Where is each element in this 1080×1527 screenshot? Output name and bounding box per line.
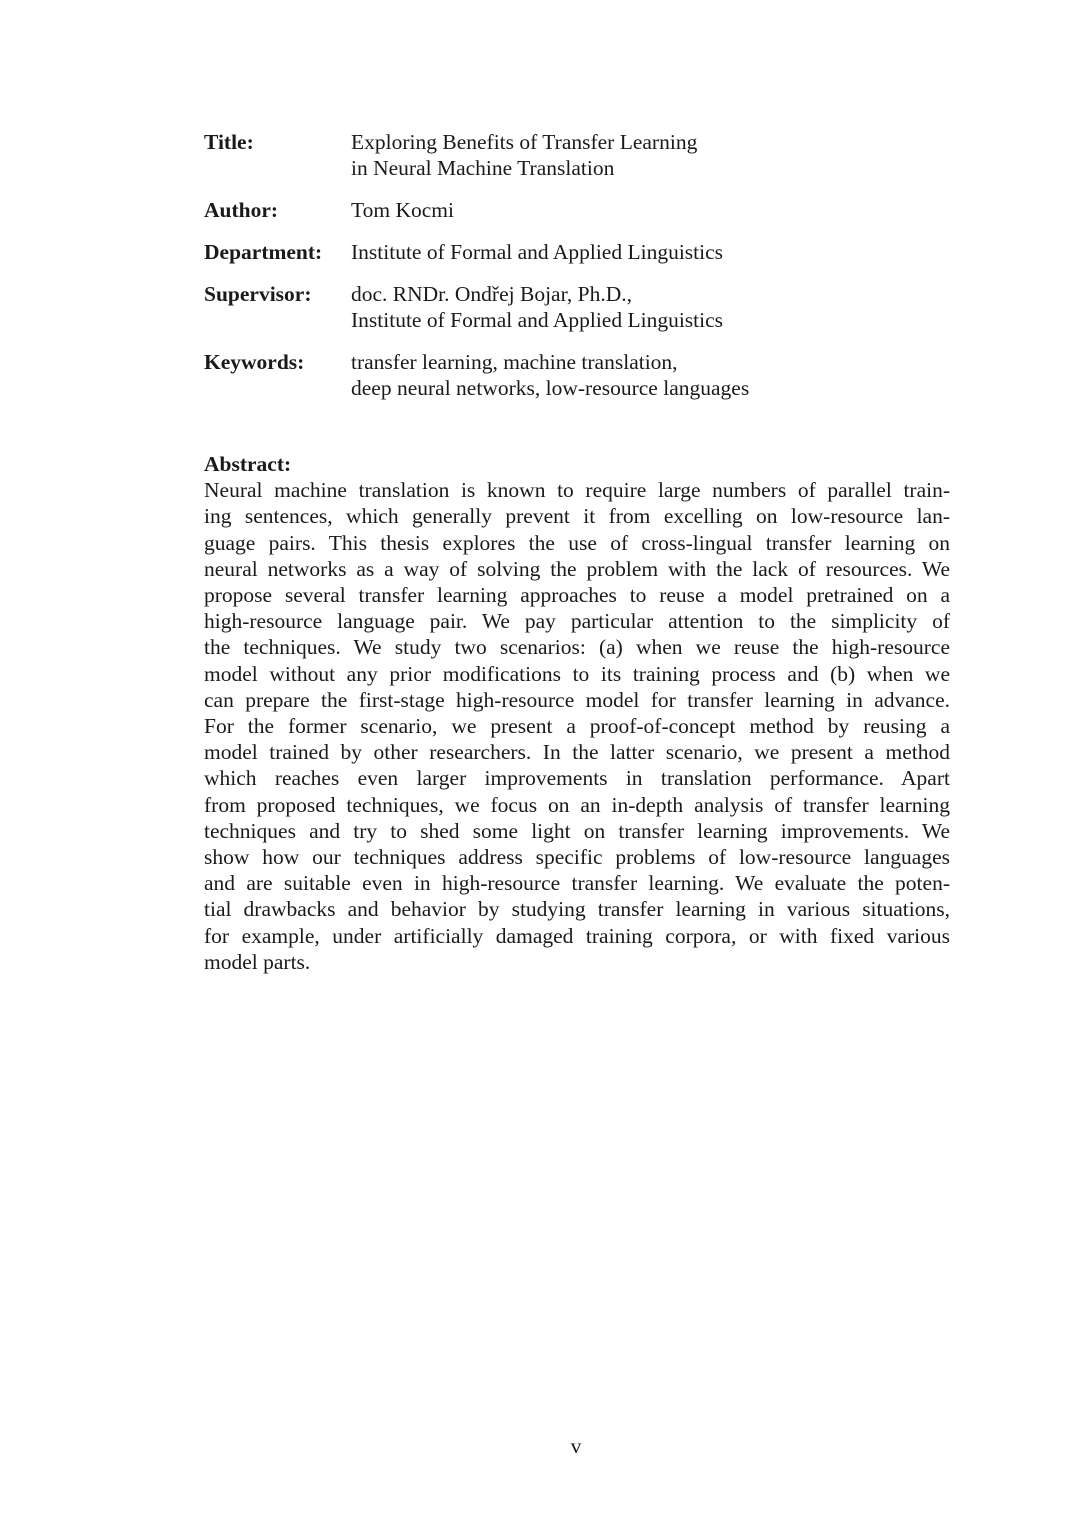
abstract-line: for example, under artificially damaged training corpora, or with fixed various <box>204 923 950 948</box>
abstract-body <box>204 477 950 975</box>
page-number: v <box>570 1434 582 1458</box>
abstract-line: the techniques. We study two scenarios: (a) when we reuse the high-resource <box>204 635 950 660</box>
supervisor-line: doc. RNDr. Ondřej Bojar, Ph.D., <box>351 282 633 306</box>
department-value <box>351 239 723 265</box>
title-line: Exploring Benefits of Transfer Learning <box>351 130 698 154</box>
department-label: Department: <box>204 240 323 264</box>
abstract-line: model parts. <box>204 949 311 974</box>
title-value <box>351 129 697 181</box>
abstract-line: and are suitable even in high-resource transfer learning. We evaluate the poten- <box>204 871 950 896</box>
abstract-line: which reaches even larger improvements in translation performance. Apart <box>204 766 950 791</box>
abstract-line: high-resource language pair. We pay particular attention to the simplicity of <box>204 609 950 634</box>
abstract-line: model without any prior modifications to its training process and (b) when we <box>204 661 950 686</box>
abstract-line: guage pairs. This thesis explores the use of cross-lingual transfer learning on <box>204 530 950 555</box>
title-row <box>204 129 964 181</box>
supervisor-line: Institute of Formal and Applied Linguistics <box>351 308 724 332</box>
abstract <box>204 451 950 975</box>
abstract-line: tial drawbacks and behavior by studying transfer learning in various situations, <box>204 897 950 922</box>
abstract-line: neural networks as a way of solving the problem with the lack of resources. We <box>204 556 950 581</box>
abstract-line: techniques and try to shed some light on transfer learning improvements. We <box>204 818 950 843</box>
keywords-line: deep neural networks, low-resource languages <box>351 376 750 400</box>
keywords-label: Keywords: <box>204 350 305 374</box>
keywords-row <box>204 349 964 401</box>
abstract-line: For the former scenario, we present a proof-of-concept method by reusing a <box>204 714 950 739</box>
author-line: Tom Kocmi <box>351 198 454 222</box>
department-line: Institute of Formal and Applied Linguistics <box>351 240 724 264</box>
keywords-line: transfer learning, machine translation, <box>351 350 678 374</box>
supervisor-value <box>351 281 723 333</box>
abstract-line: from proposed techniques, we focus on an in-depth analysis of transfer learning <box>204 792 950 817</box>
author-label: Author: <box>204 198 279 222</box>
author-row <box>204 197 964 223</box>
author-value <box>351 197 454 223</box>
abstract-line: can prepare the first-stage high-resource model for transfer learning in advance. <box>204 687 950 712</box>
abstract-line: show how our techniques address specific problems of low-resource languages <box>204 845 950 870</box>
title-line: in Neural Machine Translation <box>351 156 615 180</box>
abstract-line: propose several transfer learning approaches to reuse a model pretrained on a <box>204 583 950 608</box>
title-label: Title: <box>204 130 254 154</box>
supervisor-row <box>204 281 964 333</box>
abstract-line: Neural machine translation is known to require large numbers of parallel train- <box>204 478 950 503</box>
supervisor-label: Supervisor: <box>204 282 312 306</box>
keywords-value <box>351 349 749 401</box>
abstract-line: model trained by other researchers. In the latter scenario, we present a method <box>204 740 950 765</box>
abstract-heading: Abstract: <box>204 452 292 476</box>
abstract-line: ing sentences, which generally prevent it from excelling on low-resource lan- <box>204 504 950 529</box>
thesis-metadata <box>204 129 964 417</box>
department-row <box>204 239 964 265</box>
